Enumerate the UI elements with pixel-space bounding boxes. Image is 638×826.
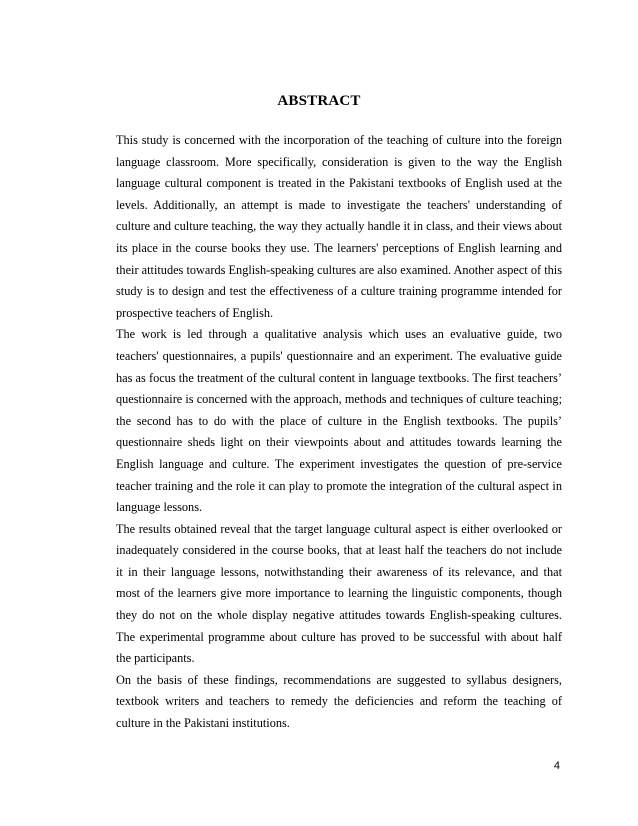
paragraph-2: The work is led through a qualitative analysis which uses an evaluative guide, two teachers' questionnaires, a pupils' questionnaire and an experiment. The evaluative guide has as focus the treatment of the cultural content in language textbooks. The first teachers’ questionnaire is concerned with the approach, methods and techniques of culture teaching; the second has to do with the place of culture in the English textbooks. The pupils’ questionnaire sheds light on their viewpoints about and attitudes towards learning the English language and culture. The experiment investigates the question of pre-service teacher training and the role it can play to promote the integration of the cultural aspect in language lessons.: [116, 327, 562, 515]
abstract-body: [116, 130, 562, 735]
paragraph-3: The results obtained reveal that the target language cultural aspect is either overlooked or inadequately considered in the course books, that at least half the teachers do not include it in their language lessons, notwithstanding their awareness of its relevance, and that most of the learners give more importance to learning the linguistic components, though they do not on the whole display negative attitudes towards English-speaking cultures. The experimental programme about culture has proved to be successful with about half the participants.: [116, 521, 562, 666]
paragraph-4: On the basis of these findings, recommendations are suggested to syllabus designers, textbook writers and teachers to remedy the deficiencies and reform the teaching of culture in the Pakistani institutions.: [116, 672, 562, 731]
paragraph-1: This study is concerned with the incorporation of the teaching of culture into the foreign language classroom. More specifically, consideration is given to the way the English language cultural component is treated in the Pakistani textbooks of English used at the levels. Additionally, an attempt is made to investigate the teachers' understanding of culture and culture teaching, the way they actually handle it in class, and their views about its place in the course books they use. The learners' perceptions of English learning and their attitudes towards English-speaking cultures are also examined. Another aspect of this study is to design and test the effectiveness of a culture training programme intended for prospective teachers of English.: [116, 133, 562, 320]
page-title: ABSTRACT: [277, 93, 361, 109]
page-number: 4: [553, 760, 560, 772]
